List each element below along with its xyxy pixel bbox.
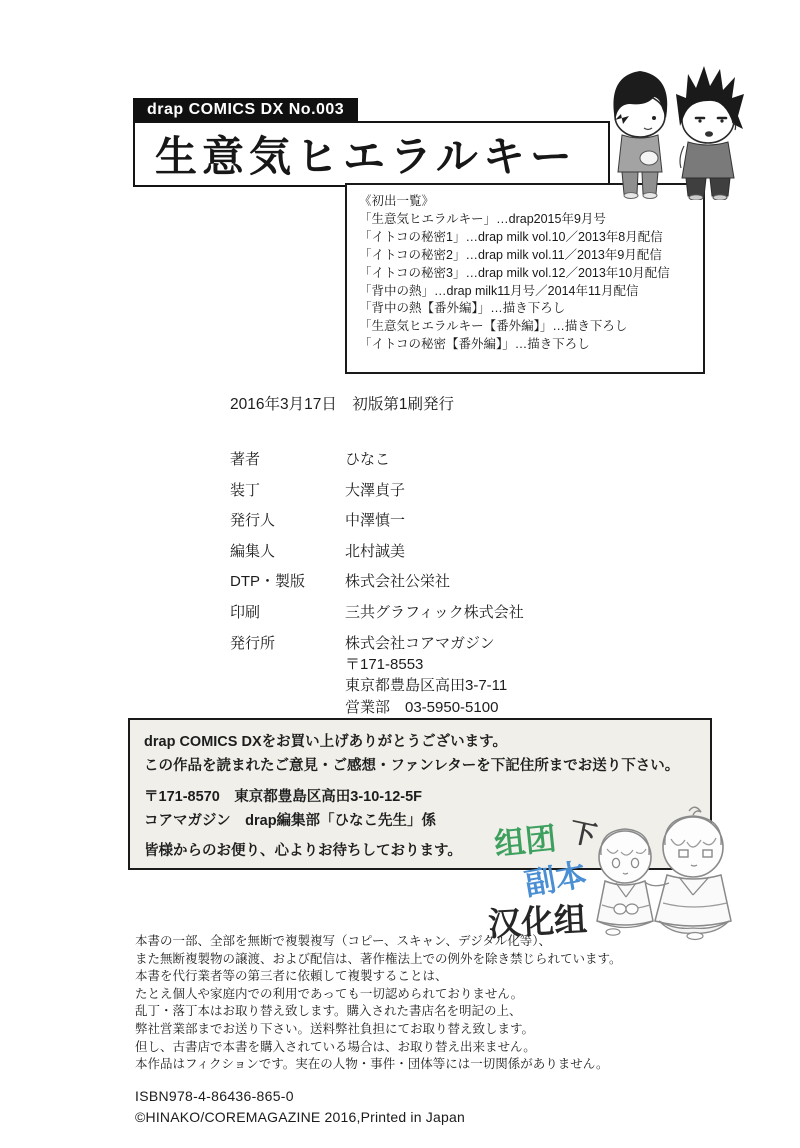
credit-label: 印刷: [230, 603, 261, 621]
feedback-address-line: 〒171-8570 東京都豊島区高田3-10-12-5F: [144, 789, 423, 805]
publication-entry: 「イトコの秘密1」…drap milk vol.10／2013年8月配信: [359, 229, 663, 244]
watermark-text-dark: 汉化组: [487, 899, 589, 944]
publisher-address: 東京都豊島区高田3-7-11: [345, 677, 508, 695]
legal-line: 本書の一部、全部を無断で複製複写（コピー、スキャン、デジタル化等）、: [135, 934, 552, 948]
publication-entry: 「イトコの秘密2」…drap milk vol.11／2013年9月配信: [359, 247, 662, 262]
watermark-text-dark: 下: [566, 816, 600, 853]
credit-label: DTP・製版: [230, 573, 306, 591]
credit-row: [230, 509, 524, 540]
credit-label: 発行所: [230, 634, 276, 652]
series-label-text: drap COMICS DX No.003: [147, 101, 345, 118]
legal-line: また無断複製物の譲渡、および配信は、著作権法上での例外を除き禁じられています。: [135, 951, 622, 966]
credit-row: [230, 632, 524, 654]
watermark-text-green: 组团: [492, 820, 559, 864]
publisher-postal-code: 〒171-8553: [345, 655, 424, 673]
credit-label: 編集人: [230, 542, 276, 560]
legal-line: 本作品はフィクションです。実在の人物・事件・団体等には一切関係がありません。: [135, 1057, 609, 1072]
credit-label: 著者: [230, 451, 261, 468]
copyright-line: ©HINAKO/COREMAGAZINE 2016,Printed in Japan: [135, 1109, 465, 1125]
publication-entry: 「イトコの秘密3」…drap milk vol.12／2013年10月配信: [359, 265, 670, 280]
legal-line: 弊社営業部までお送り下さい。送料弊社負担にてお取り替え致します。: [135, 1021, 535, 1036]
sitting-kimono-boys-illustration: [583, 803, 748, 943]
credit-label: 発行人: [230, 512, 276, 530]
credit-row: [230, 479, 524, 510]
legal-line: たとえ個人や家庭内での利用であっても一切認められておりません。: [135, 986, 524, 1001]
credit-row: [230, 601, 524, 632]
credit-value: 大澤貞子: [345, 481, 406, 499]
credit-value: 中澤慎一: [345, 512, 406, 530]
book-title: 生意気ヒエラルキー: [155, 133, 577, 180]
credit-value: 株式会社公栄社: [345, 573, 451, 591]
credit-row: [230, 570, 524, 601]
credit-row: [230, 448, 524, 479]
feedback-line: drap COMICS DXをお買い上げありがとうございます。: [144, 734, 507, 750]
publication-entry: 「背中の熱【番外編】」…描き下ろし: [359, 301, 566, 316]
first-publication-box: [345, 183, 705, 374]
credit-value: 株式会社コアマガジン: [345, 634, 495, 652]
credit-label: 装丁: [230, 481, 261, 499]
publisher-phone: 営業部 03-5950-5100: [345, 698, 499, 716]
publication-entry: 「生意気ヒエラルキー」…drap2015年9月号: [359, 211, 606, 226]
legal-line: 本書を代行業者等の第三者に依頼して複製することは、: [135, 969, 448, 984]
standing-boys-illustration: [596, 54, 748, 200]
credits-list: [230, 448, 524, 718]
legal-line: 乱丁・落丁本はお取り替え致します。購入された書店名を明記の上、: [135, 1004, 522, 1019]
credit-value: 三共グラフィック株式会社: [345, 603, 524, 621]
publication-entry: 「背中の熱」…drap milk11月号／2014年11月配信: [359, 283, 639, 298]
feedback-line: 皆様からのお便り、心よりお待ちしております。: [144, 843, 462, 859]
publication-entry: 「生意気ヒエラルキー【番外編】」…描き下ろし: [359, 319, 628, 334]
legal-notice: [135, 933, 622, 1074]
feedback-line: この作品を読まれたご意見・ご感想・ファンレターを下記住所までお送り下さい。: [144, 758, 680, 774]
publication-entry: 「イトコの秘密【番外編】」…描き下ろし: [359, 337, 590, 352]
edition-date-line: 2016年3月17日 初版第1刷発行: [230, 396, 454, 413]
credit-value: 北村誠美: [345, 542, 406, 560]
credit-row: [230, 540, 524, 571]
credit-value: ひなこ: [345, 451, 391, 468]
legal-line: 但し、古書店で本書を購入されている場合は、お取り替え出来ません。: [135, 1039, 536, 1054]
isbn-number: ISBN978-4-86436-865-0: [135, 1088, 294, 1104]
first-publication-heading: 《初出一覧》: [359, 194, 435, 208]
series-label-badge: [133, 98, 358, 121]
title-box: [133, 121, 610, 187]
feedback-address-line: コアマガジン drap編集部「ひなこ先生」係: [144, 813, 437, 829]
watermark-text-blue: 副本: [521, 856, 590, 904]
